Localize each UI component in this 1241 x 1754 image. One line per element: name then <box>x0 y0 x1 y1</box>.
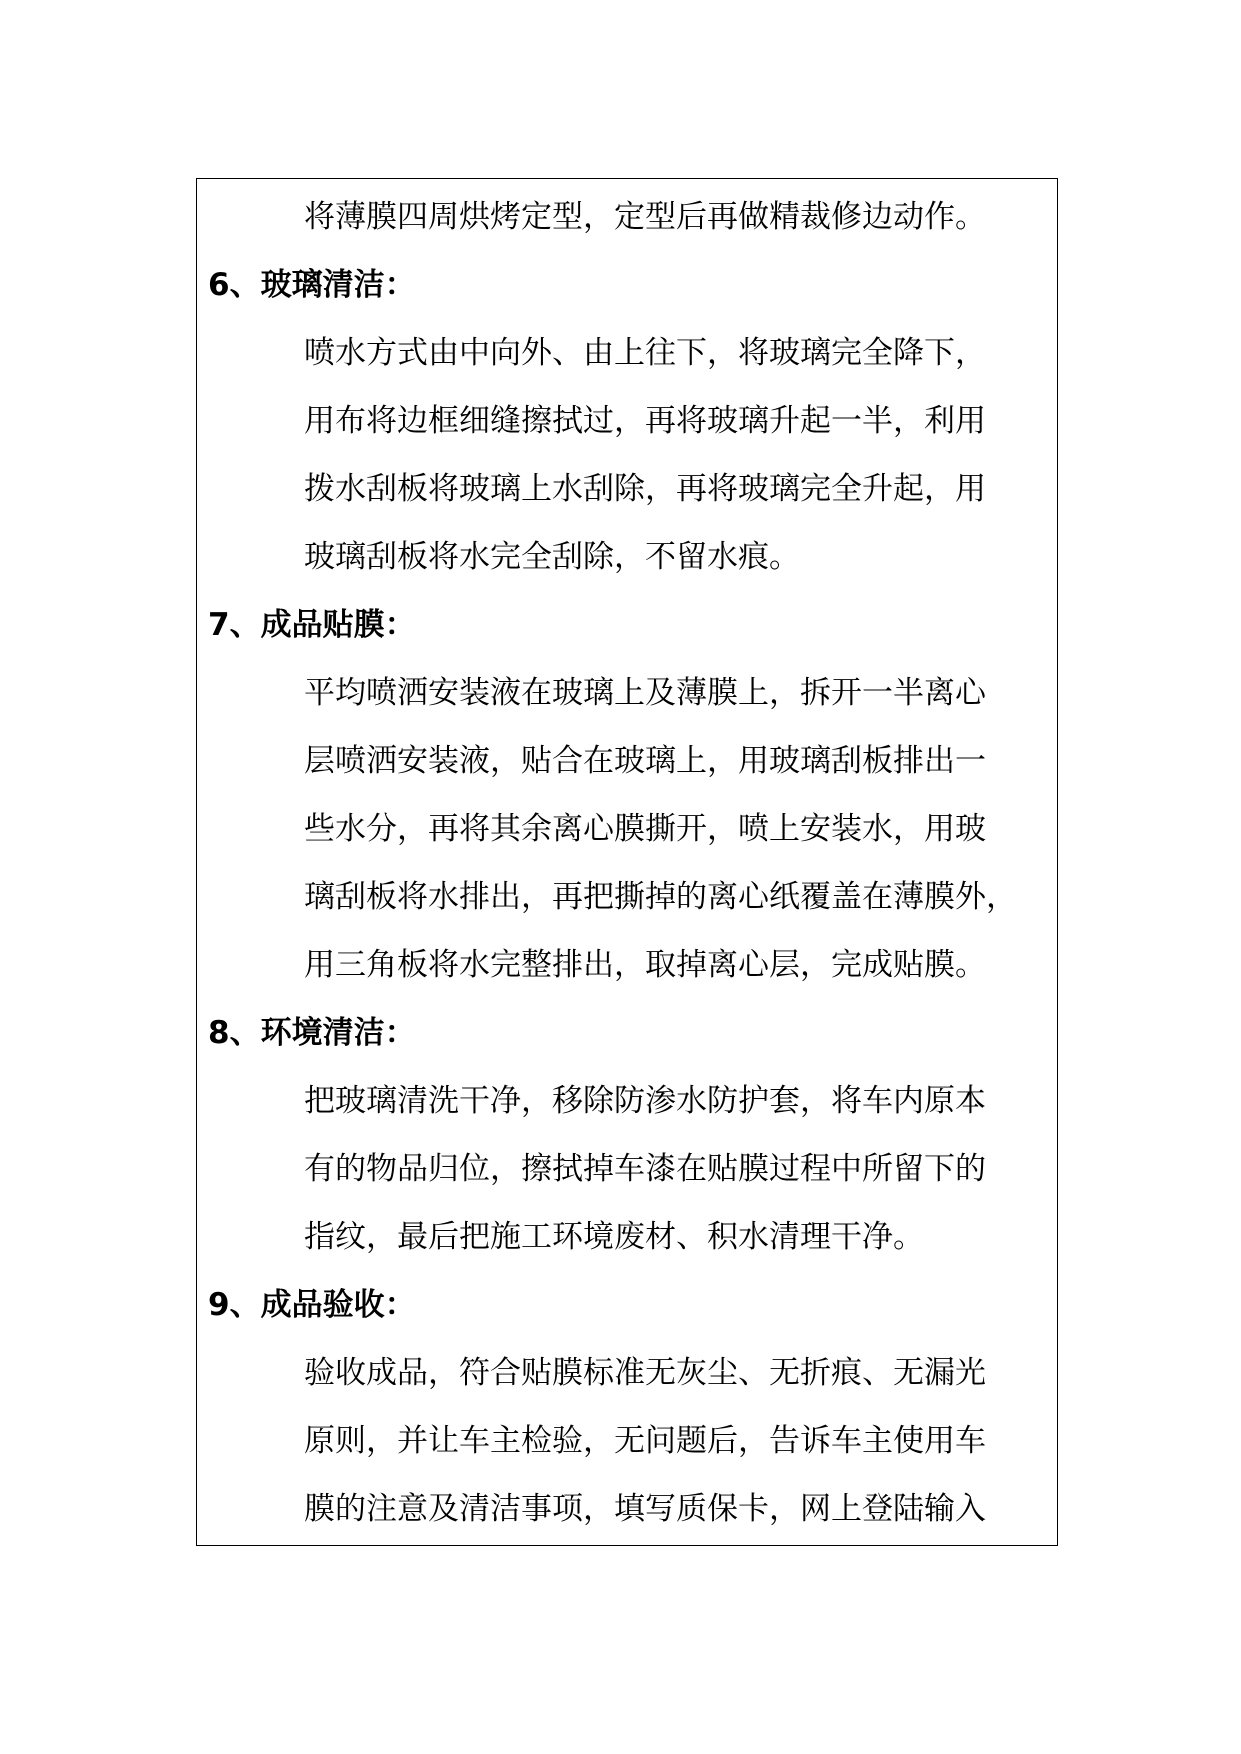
paragraph-line: 用三角板将水完整排出，取掉离心层，完成贴膜。 <box>304 947 986 983</box>
section-heading-7: 7、成品贴膜： <box>208 607 416 643</box>
paragraph-line: 玻璃刮板将水完全刮除，不留水痕。 <box>304 539 800 575</box>
paragraph-line: 平均喷洒安装液在玻璃上及薄膜上，拆开一半离心 <box>304 675 986 711</box>
section-heading-9: 9、成品验收： <box>208 1287 416 1323</box>
paragraph-line: 验收成品，符合贴膜标准无灰尘、无折痕、无漏光 <box>304 1355 986 1391</box>
paragraph-line: 将薄膜四周烘烤定型，定型后再做精裁修边动作。 <box>304 199 986 235</box>
paragraph-line: 把玻璃清洗干净，移除防渗水防护套，将车内原本 <box>304 1083 986 1119</box>
paragraph-line: 指纹，最后把施工环境废材、积水清理干净。 <box>304 1219 924 1255</box>
paragraph-line: 层喷洒安装液，贴合在玻璃上，用玻璃刮板排出一 <box>304 743 986 779</box>
paragraph-line: 些水分，再将其余离心膜撕开，喷上安装水，用玻 <box>304 811 986 847</box>
section-heading-6: 6、玻璃清洁： <box>208 267 416 303</box>
paragraph-line: 璃刮板将水排出，再把撕掉的离心纸覆盖在薄膜外， <box>304 879 1017 915</box>
paragraph-line: 原则，并让车主检验，无问题后，告诉车主使用车 <box>304 1423 986 1459</box>
paragraph-line: 拨水刮板将玻璃上水刮除，再将玻璃完全升起，用 <box>304 471 986 507</box>
content-frame <box>196 178 1058 1546</box>
section-heading-8: 8、环境清洁： <box>208 1015 416 1051</box>
paragraph-line: 用布将边框细缝擦拭过，再将玻璃升起一半，利用 <box>304 403 986 439</box>
paragraph-line: 有的物品归位，擦拭掉车漆在贴膜过程中所留下的 <box>304 1151 986 1187</box>
paragraph-line: 喷水方式由中向外、由上往下，将玻璃完全降下， <box>304 335 986 371</box>
paragraph-line: 膜的注意及清洁事项，填写质保卡，网上登陆输入 <box>304 1491 986 1527</box>
